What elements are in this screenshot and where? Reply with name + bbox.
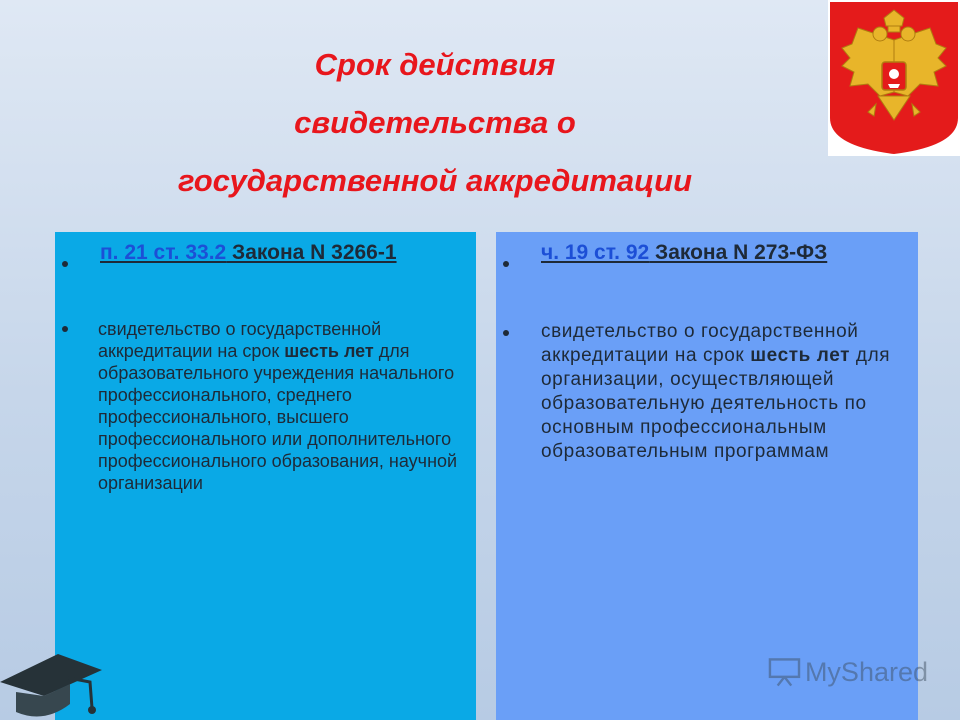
graduation-cap-icon xyxy=(0,652,105,720)
myshared-watermark xyxy=(768,654,928,690)
right-law-reference xyxy=(541,238,861,268)
right-text-before: свидетельство о государственной аккредитации на срок xyxy=(541,321,859,366)
slide-title xyxy=(40,36,830,210)
right-law-rest: Закона N 273-ФЗ xyxy=(649,241,828,264)
right-text-after: для организации, осуществляющей образовательную деятельность по основным профессиональным образовательным программам xyxy=(541,345,891,462)
left-law-rest: Закона N 3266-1 xyxy=(226,241,397,264)
title-line-3: государственной аккредитации xyxy=(177,163,693,198)
left-term-bold: шесть лет xyxy=(284,341,374,361)
left-description xyxy=(98,318,468,494)
bullet-dot xyxy=(62,261,68,267)
right-term-bold: шесть лет xyxy=(750,345,851,366)
title-line-1: Срок действия xyxy=(314,47,556,82)
right-law-item xyxy=(496,238,908,268)
bullet-dot xyxy=(503,330,509,336)
watermark-text: MyShared xyxy=(804,656,928,687)
title-line-2: свидетельства о xyxy=(294,105,576,140)
right-description xyxy=(541,320,911,464)
right-description-item xyxy=(496,320,908,464)
coat-of-arms-emblem xyxy=(828,0,960,156)
left-text-after: для образовательного учреждения начального профессионального, среднего профессионального, высшего профессионального или дополнительного профессионального образования, научной организации xyxy=(98,341,458,493)
bullet-dot xyxy=(62,326,68,332)
right-law-link[interactable]: ч. 19 ст. 92 xyxy=(541,241,650,264)
right-panel xyxy=(496,232,918,720)
left-law-item xyxy=(55,238,466,268)
left-description-item xyxy=(55,318,466,494)
left-law-reference xyxy=(100,238,440,268)
left-panel xyxy=(55,232,476,720)
coat-of-arms-icon xyxy=(828,0,960,156)
bullet-dot xyxy=(503,261,509,267)
presentation-board-icon xyxy=(768,657,801,687)
left-law-link[interactable]: п. 21 ст. 33.2 xyxy=(100,241,227,264)
left-text-before: свидетельство о государственной аккредитации на срок xyxy=(98,319,382,361)
